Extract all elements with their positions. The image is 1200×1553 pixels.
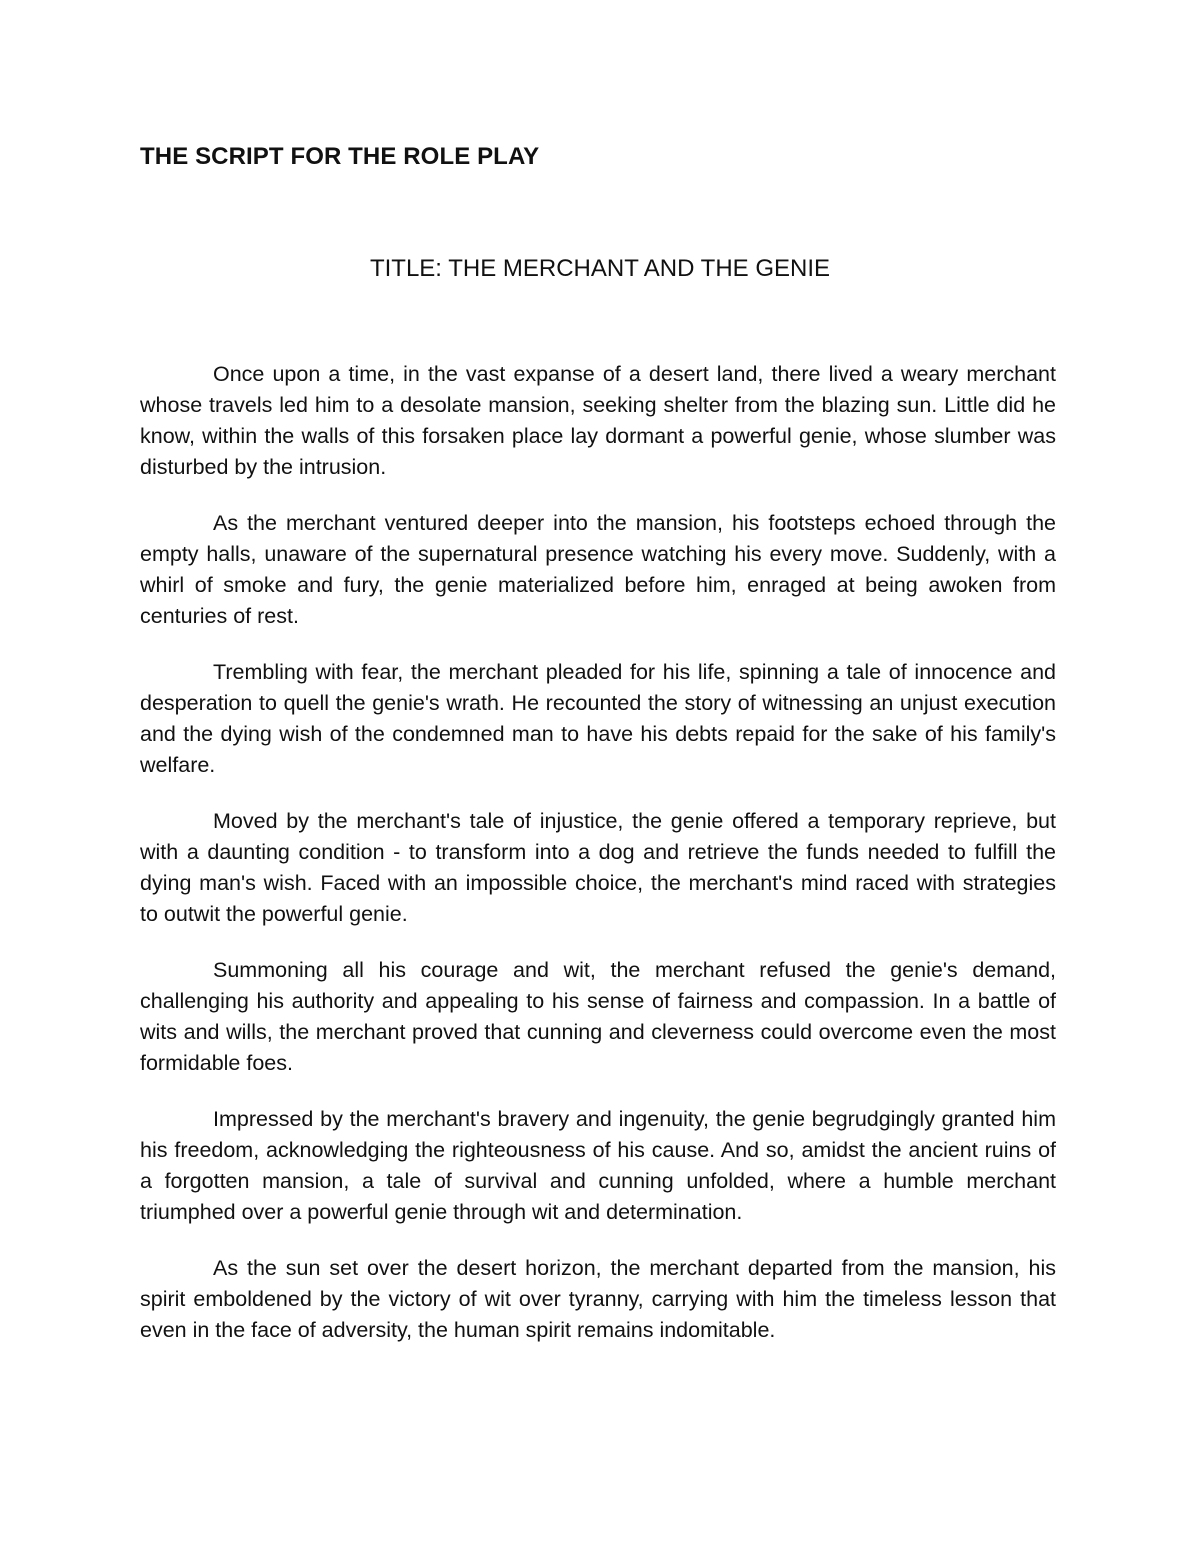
story-body <box>140 359 1056 1371</box>
story-paragraph-5: Summoning all his courage and wit, the merchant refused the genie's demand, challenging his authority and appealing to his sense of fairness and compassion. In a battle of wits and wills, the merchant proved that cunning and cleverness could overcome even the most formidable foes. <box>140 958 1056 1075</box>
story-title: TITLE: THE MERCHANT AND THE GENIE <box>369 255 831 282</box>
story-paragraph-4: Moved by the merchant's tale of injustice, the genie offered a temporary reprieve, but with a daunting condition - to transform into a dog and retrieve the funds needed to fulfill the dying man's wish. Faced with an impossible choice, the merchant's mind raced with strategies to outwit the powerful genie. <box>140 809 1056 926</box>
story-paragraph-7: As the sun set over the desert horizon, the merchant departed from the mansion, his spirit emboldened by the victory of wit over tyranny, carrying with him the timeless lesson that even in the face of adversity, the human spirit remains indomitable. <box>140 1256 1056 1342</box>
story-paragraph-1: Once upon a time, in the vast expanse of a desert land, there lived a weary merchant whose travels led him to a desolate mansion, seeking shelter from the blazing sun. Little did he know, within the walls of this forsaken place lay dormant a powerful genie, whose slumber was disturbed by the intrusion. <box>140 362 1056 479</box>
story-paragraph-3: Trembling with fear, the merchant pleaded for his life, spinning a tale of innocence and desperation to quell the genie's wrath. He recounted the story of witnessing an unjust execution and the dying wish of the condemned man to have his debts repaid for the sake of his family's welfare. <box>140 660 1056 777</box>
story-paragraph-6: Impressed by the merchant's bravery and ingenuity, the genie begrudgingly granted him his freedom, acknowledging the righteousness of his cause. And so, amidst the ancient ruins of a forgotten mansion, a tale of survival and cunning unfolded, where a humble merchant triumphed over a powerful genie through wit and determination. <box>140 1107 1056 1224</box>
document-heading: THE SCRIPT FOR THE ROLE PLAY <box>140 143 540 170</box>
story-paragraph-2: As the merchant ventured deeper into the mansion, his footsteps echoed through the empty halls, unaware of the supernatural presence watching his every move. Suddenly, with a whirl of smoke and fury, the genie materialized before him, enraged at being awoken from centuries of rest. <box>140 511 1056 628</box>
